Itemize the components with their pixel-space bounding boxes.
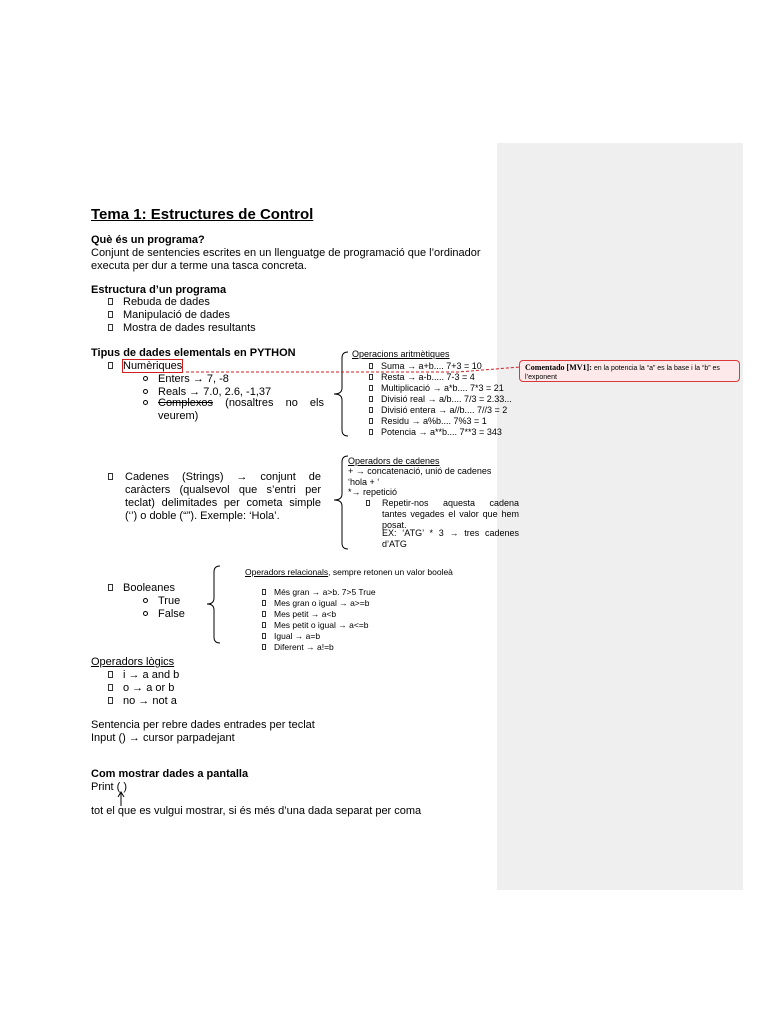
comment-author: Comentado [MV1]: bbox=[525, 363, 592, 372]
programa-definition-line-2: executa per dur a terme una tasca concreta. bbox=[91, 260, 307, 272]
cadenes-ops-example: EX: ‘ATG’ * 3 → tres cadenes d’ATG bbox=[382, 528, 519, 549]
section-heading-mostrar: Com mostrar dades a pantalla bbox=[91, 768, 249, 780]
list-item: Més gran → a>b. 7>5 True bbox=[262, 587, 376, 598]
list-item: Residu → a%b.... 7%3 = 1 bbox=[369, 416, 487, 427]
list-item: Multiplicació → a*b.... 7*3 = 21 bbox=[369, 383, 504, 394]
cadenes-ops-line-3: *→ repetició bbox=[348, 487, 398, 497]
section-heading-tipus: Tipus de dades elementals en PYTHON bbox=[91, 347, 296, 359]
list-item: Enters → 7, -8 bbox=[143, 373, 229, 386]
sentencia-line-1: Sentencia per rebre dades entrades per teclat bbox=[91, 719, 315, 731]
cadenes-ops-bullet-text: Repetir-nos aquesta cadena tantes vegades el valor que hem posat. bbox=[382, 498, 519, 530]
complexos-label: Complexos bbox=[158, 397, 214, 409]
list-item: no → not a bbox=[108, 695, 177, 708]
section-heading-estructura: Estructura d’un programa bbox=[91, 284, 227, 296]
cadenes-ops-line-1: + → concatenació, unió de cadenes bbox=[348, 466, 492, 476]
section-heading-programa: Què és un programa? bbox=[91, 234, 205, 246]
list-item: Reals → 7.0, 2.6, -1,37 bbox=[143, 386, 271, 399]
relacionals-heading: Operadors relacionals, sempre retonen un valor booleà bbox=[245, 567, 453, 577]
list-item: Potencia → a**b.... 7**3 = 343 bbox=[369, 427, 502, 438]
list-item: Mes gran o igual → a>=b bbox=[262, 598, 369, 609]
numeriques-label: Numèriques bbox=[123, 360, 183, 372]
cadenes-ops-heading: Operadors de cadenes bbox=[348, 456, 440, 466]
list-item: Igual → a=b bbox=[262, 631, 320, 642]
list-item: Mes petit o igual → a<=b bbox=[262, 620, 369, 631]
list-item: Divisió entera → a//b.... 7//3 = 2 bbox=[369, 405, 507, 416]
list-item-booleanes: Booleanes bbox=[108, 582, 175, 595]
brace-cadenes bbox=[334, 456, 348, 549]
list-item: Rebuda de dades bbox=[108, 296, 210, 309]
list-item: Mostra de dades resultants bbox=[108, 322, 256, 335]
aritmetics-heading: Operacions aritmètiques bbox=[352, 349, 450, 359]
brace-relacionals bbox=[207, 566, 220, 643]
comment-connector-line bbox=[186, 367, 520, 372]
sentencia-line-2: Input () → cursor parpadejant bbox=[91, 732, 235, 744]
list-item: i → a and b bbox=[108, 669, 179, 682]
cadenes-ops-line-2: ‘hola + ‘ bbox=[348, 477, 380, 487]
list-item: Diferent → a!=b bbox=[262, 642, 334, 653]
list-item: False bbox=[143, 608, 185, 621]
complexos-text: Complexos (nosaltres no els veurem) bbox=[158, 397, 324, 422]
list-item: Suma → a+b.... 7+3 = 10 bbox=[369, 361, 482, 372]
list-item: True bbox=[143, 595, 180, 608]
list-item: Mes petit → a<b bbox=[262, 609, 336, 620]
list-item: Manipulació de dades bbox=[108, 309, 230, 322]
comment-text: en la potencia la “a” es la base i la “b” es l’exponent bbox=[525, 365, 720, 381]
list-item: Resta → a-b..... 7-3 = 4 bbox=[369, 372, 475, 383]
cadenes-text: Cadenes (Strings) → conjunt de caràcters (qualsevol que s’entri per teclat) delimitades per cometa simple (‘’) o doble (“”). Exemple: ‘Hola’. bbox=[125, 471, 321, 522]
brace-aritmetics bbox=[334, 352, 348, 436]
print-line: Print ( ) bbox=[91, 781, 128, 793]
section-heading-logics: Operadors lògics bbox=[91, 656, 175, 668]
programa-definition-line-1: Conjunt de sentencies escrites en un llenguatge de programació que l’ordinador bbox=[91, 247, 481, 259]
document-title: Tema 1: Estructures de Control bbox=[91, 206, 314, 223]
list-item: o → a or b bbox=[108, 682, 174, 695]
print-explanation: tot el que es vulgui mostrar, si és més d’una dada separat per coma bbox=[91, 805, 422, 817]
list-item: Divisió real → a/b.... 7/3 = 2.33... bbox=[369, 394, 512, 405]
